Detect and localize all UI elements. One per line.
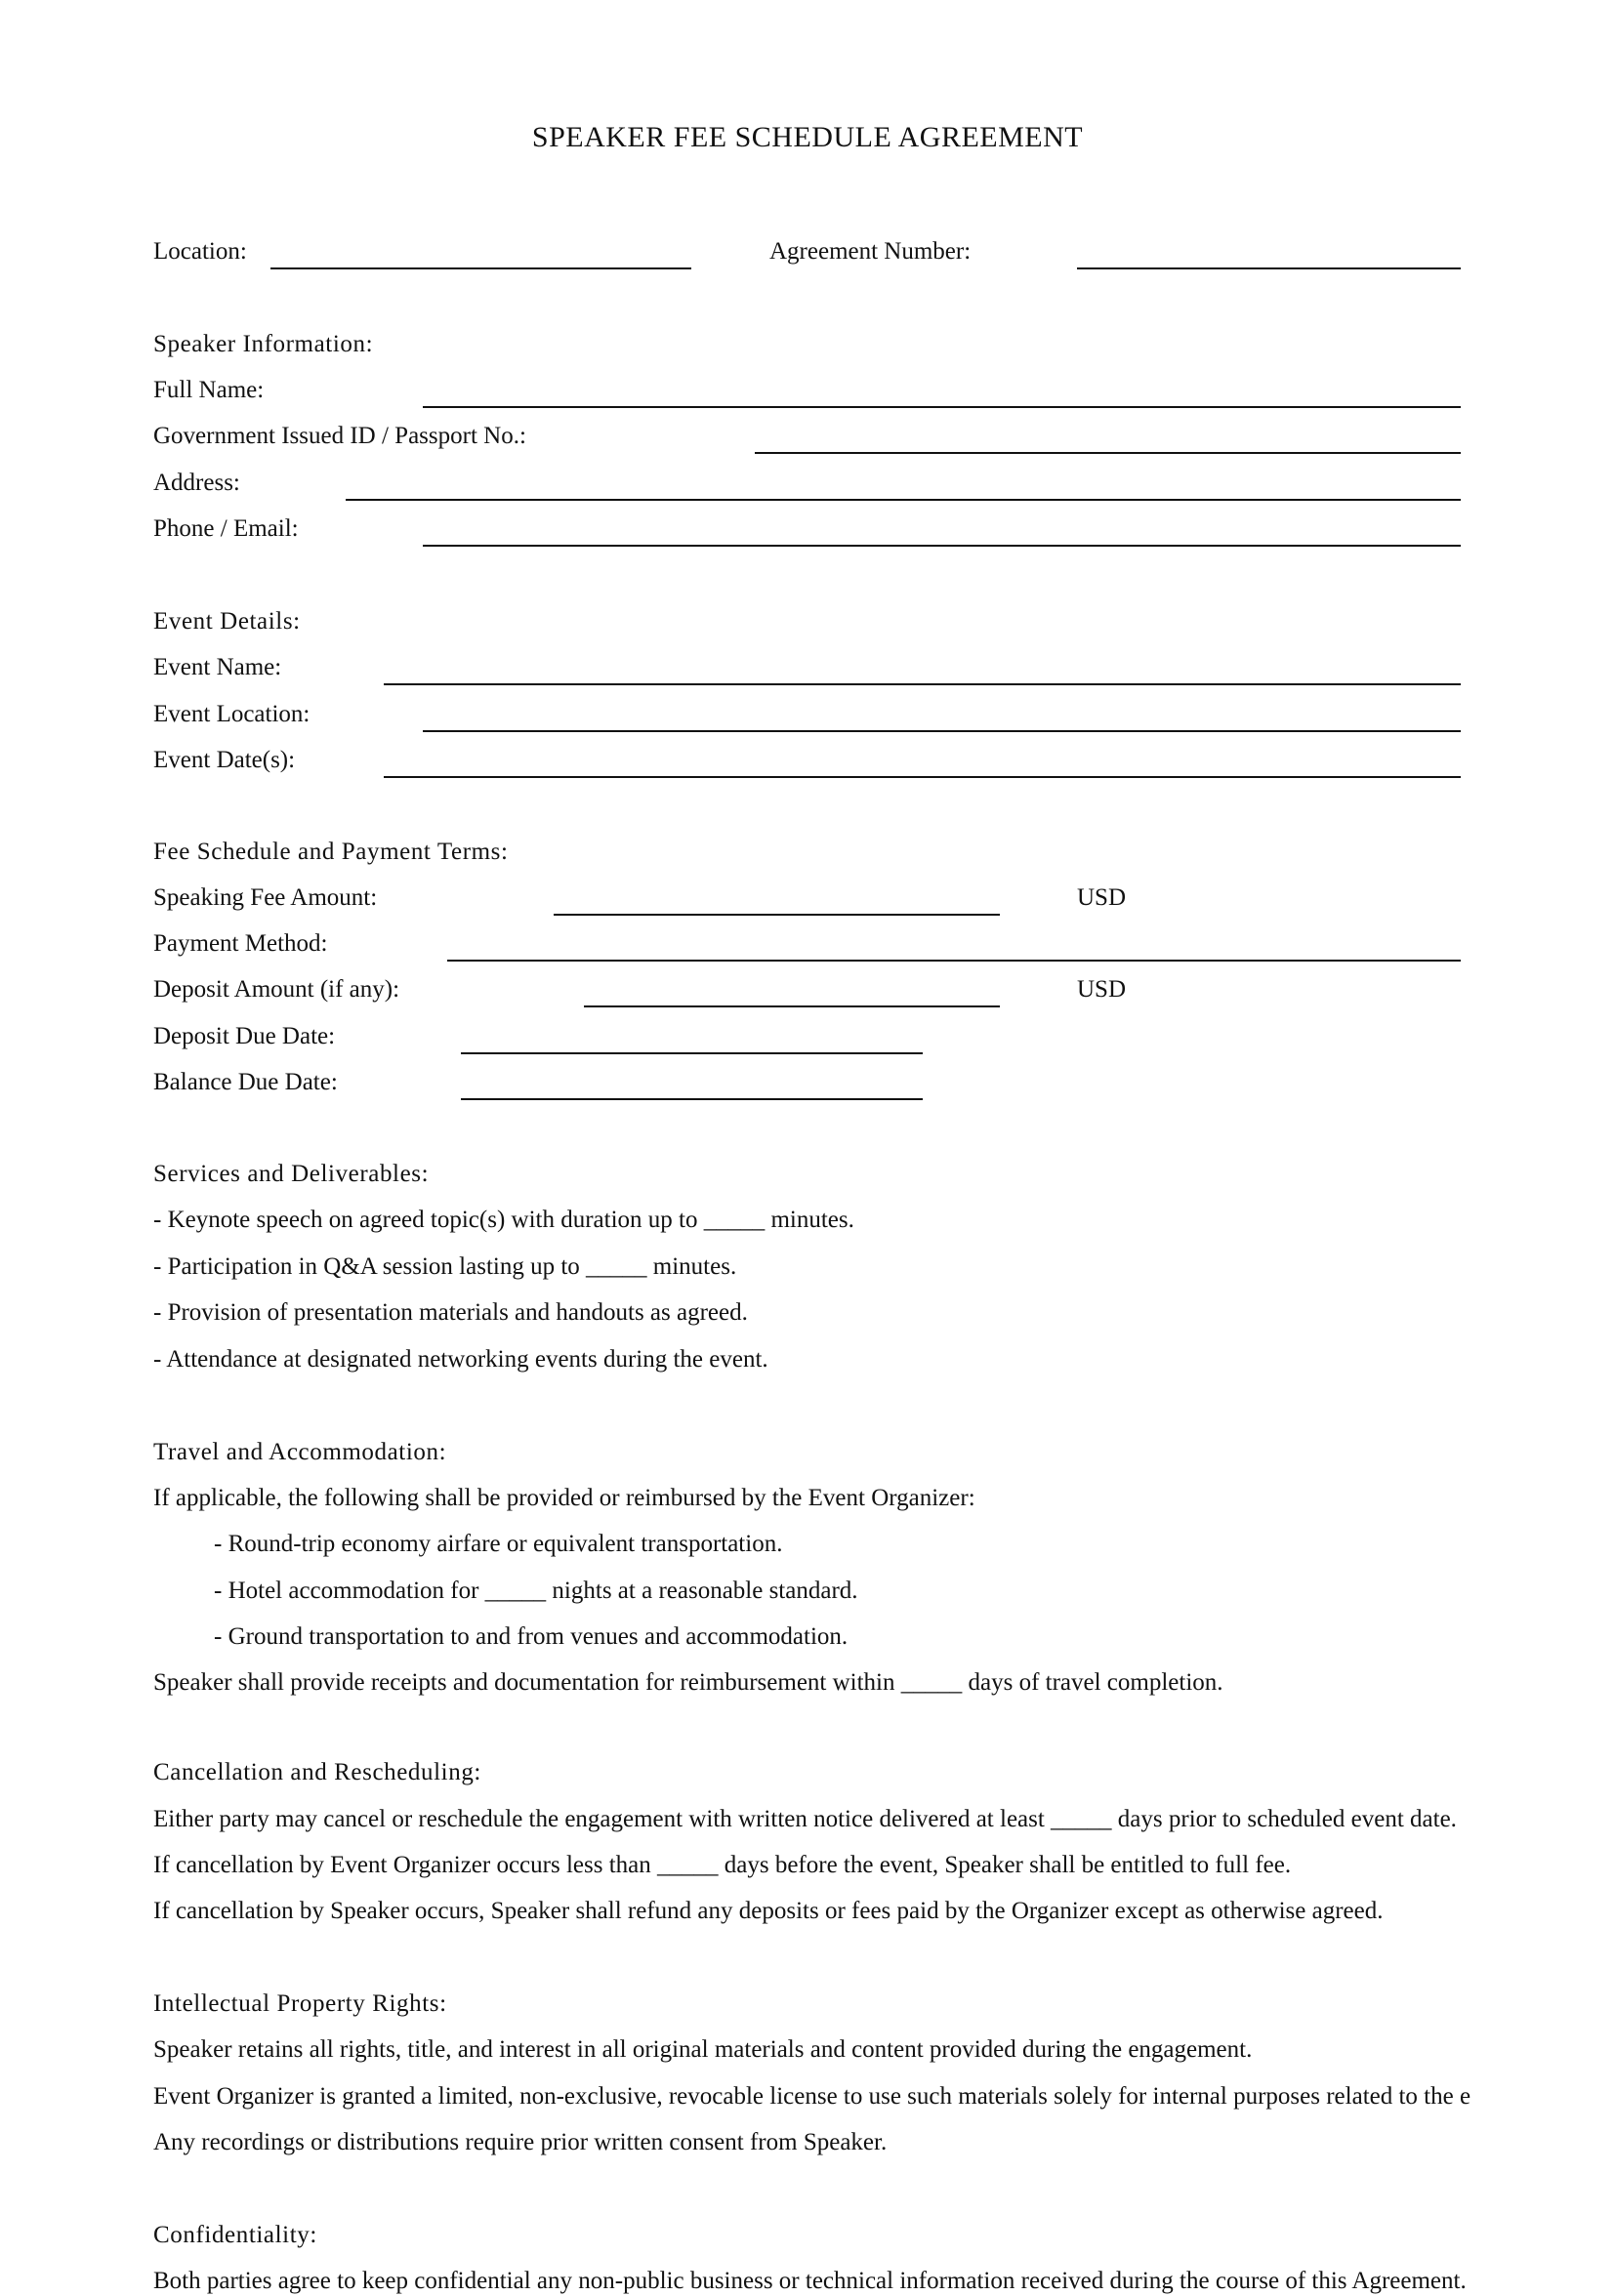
full-name-label: Full Name:: [153, 377, 265, 403]
event-name-field-line[interactable]: [384, 683, 1461, 685]
document-title: SPEAKER FEE SCHEDULE AGREEMENT: [531, 121, 1084, 153]
deposit-currency: USD: [1077, 976, 1127, 1003]
cancellation-line: If cancellation by Speaker occurs, Speaker shall refund any deposits or fees paid by the Organizer except as otherwise agreed.: [153, 1898, 1384, 1924]
travel-receipts-text: Speaker shall provide receipts and documentation for reimbursement within _____ days of travel completion.: [153, 1669, 1223, 1696]
ip-line: Any recordings or distributions require prior written consent from Speaker.: [153, 2129, 888, 2155]
deposit-due-label: Deposit Due Date:: [153, 1023, 336, 1049]
speaking-fee-field-line[interactable]: [554, 914, 1000, 916]
confidentiality-heading: Confidentiality:: [153, 2222, 317, 2248]
address-field-line[interactable]: [346, 499, 1461, 501]
confidentiality-line: Both parties agree to keep confidential any non-public business or technical information received during the course of this Agreement.: [153, 2268, 1467, 2294]
speaker-info-heading: Speaker Information:: [153, 331, 374, 357]
deposit-amount-label: Deposit Amount (if any):: [153, 976, 400, 1003]
event-dates-label: Event Date(s):: [153, 747, 296, 773]
services-item: - Keynote speech on agreed topic(s) with duration up to _____ minutes.: [153, 1207, 854, 1233]
travel-heading: Travel and Accommodation:: [153, 1439, 447, 1465]
payment-method-label: Payment Method:: [153, 930, 328, 957]
deposit-amount-field-line[interactable]: [584, 1005, 1000, 1007]
services-item: - Participation in Q&A session lasting up to _____ minutes.: [153, 1253, 737, 1280]
event-dates-field-line[interactable]: [384, 776, 1461, 778]
ip-line: Speaker retains all rights, title, and interest in all original materials and content provided during the engagement.: [153, 2036, 1253, 2063]
cancellation-line: If cancellation by Event Organizer occurs less than _____ days before the event, Speaker shall be entitled to full fee.: [153, 1852, 1292, 1878]
ip-line: Event Organizer is granted a limited, non-exclusive, revocable license to use such materials solely for internal purposes related to the e: [153, 2083, 1471, 2110]
contact-label: Phone / Email:: [153, 515, 299, 542]
address-label: Address:: [153, 470, 240, 496]
payment-method-field-line[interactable]: [447, 960, 1461, 962]
deposit-due-field-line[interactable]: [461, 1052, 923, 1054]
travel-item: - Ground transportation to and from venues and accommodation.: [214, 1623, 849, 1650]
full-name-field-line[interactable]: [423, 406, 1461, 408]
event-location-label: Event Location:: [153, 701, 311, 727]
contact-field-line[interactable]: [423, 545, 1461, 547]
balance-due-field-line[interactable]: [461, 1098, 923, 1100]
fee-schedule-heading: Fee Schedule and Payment Terms:: [153, 839, 509, 865]
location-label: Location:: [153, 238, 247, 265]
speaking-fee-label: Speaking Fee Amount:: [153, 884, 378, 911]
ip-heading: Intellectual Property Rights:: [153, 1990, 447, 2017]
services-item: - Provision of presentation materials and handouts as agreed.: [153, 1299, 748, 1326]
travel-item: - Hotel accommodation for _____ nights at a reasonable standard.: [214, 1578, 858, 1604]
balance-due-label: Balance Due Date:: [153, 1069, 338, 1095]
speaking-fee-currency: USD: [1077, 884, 1127, 911]
agreement-number-field-line[interactable]: [1077, 267, 1461, 269]
travel-intro: If applicable, the following shall be provided or reimbursed by the Event Organizer:: [153, 1485, 975, 1511]
services-heading: Services and Deliverables:: [153, 1161, 430, 1187]
cancellation-heading: Cancellation and Rescheduling:: [153, 1759, 481, 1785]
event-details-heading: Event Details:: [153, 608, 301, 635]
event-name-label: Event Name:: [153, 654, 282, 680]
travel-item: - Round-trip economy airfare or equivalent transportation.: [214, 1531, 783, 1557]
id-field-line[interactable]: [755, 452, 1461, 454]
agreement-number-label: Agreement Number:: [769, 238, 972, 265]
services-item: - Attendance at designated networking events during the event.: [153, 1346, 768, 1373]
location-field-line[interactable]: [270, 267, 691, 269]
event-location-field-line[interactable]: [423, 730, 1461, 732]
cancellation-line: Either party may cancel or reschedule the engagement with written notice delivered at least _____ days prior to scheduled event date.: [153, 1806, 1457, 1832]
id-label: Government Issued ID / Passport No.:: [153, 423, 526, 449]
